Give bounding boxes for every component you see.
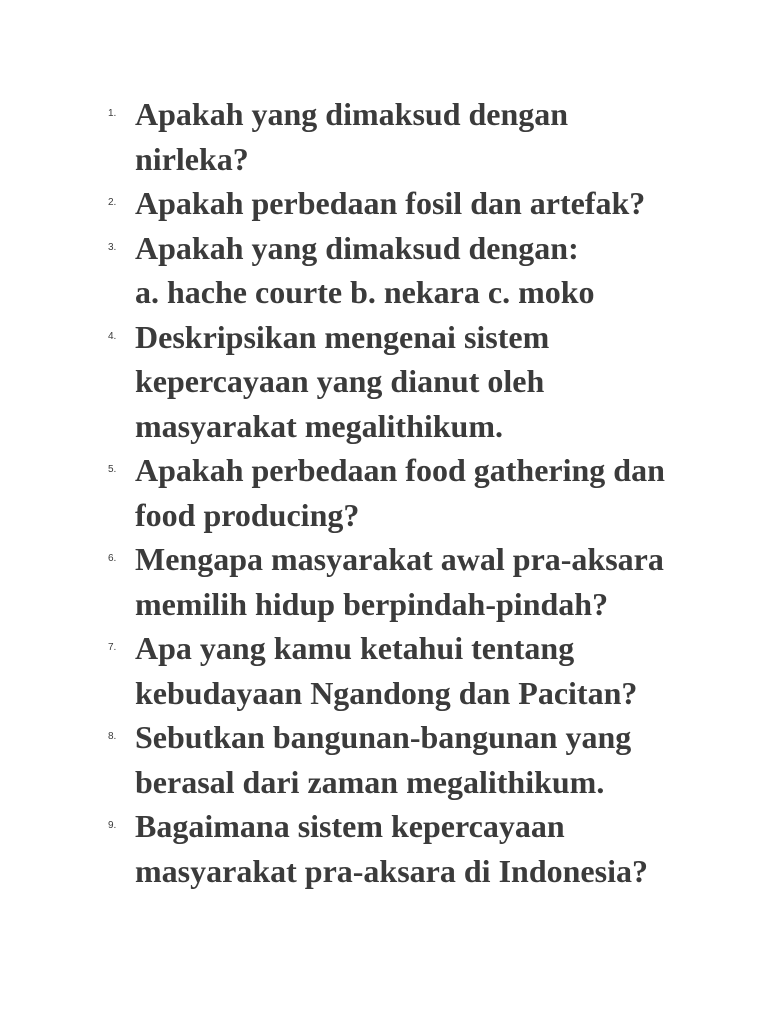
question-line: Apa yang kamu ketahui tentang: [135, 630, 575, 666]
question-line: a. hache courte b. nekara c. moko: [135, 274, 595, 310]
question-line: berasal dari zaman megalithikum.: [135, 763, 605, 800]
question-line: masyarakat megalithikum.: [135, 407, 503, 444]
question-line: Sebutkan bangunan-bangunan yang: [135, 719, 632, 755]
question-item: [108, 181, 708, 226]
question-list: [108, 92, 708, 893]
question-item: [108, 315, 708, 449]
question-text: [135, 626, 708, 715]
question-text: [135, 537, 708, 626]
question-line: memilih hidup berpindah-pindah?: [135, 585, 609, 622]
question-line: Apakah yang dimaksud dengan:: [135, 229, 579, 266]
question-line: Bagaimana sistem kepercayaan: [135, 808, 565, 844]
question-number: 4.: [108, 330, 117, 342]
question-item: [108, 226, 708, 315]
question-text: [135, 804, 708, 893]
question-line: masyarakat pra-aksara di Indonesia?: [135, 852, 648, 889]
question-item: [108, 715, 708, 804]
question-number: 3.: [108, 241, 117, 253]
question-number: 1.: [108, 108, 117, 119]
question-number: 9.: [108, 820, 117, 831]
question-line: nirleka?: [135, 140, 249, 177]
question-item: [108, 537, 708, 626]
question-line: Mengapa masyarakat awal pra-aksara: [135, 541, 664, 577]
question-text: [135, 181, 708, 226]
question-text: [135, 448, 708, 537]
question-line: Deskripsikan mengenai sistem: [135, 318, 550, 355]
question-item: [108, 448, 708, 537]
question-item: [108, 626, 708, 715]
question-number: 6.: [108, 553, 117, 564]
question-item: [108, 92, 708, 181]
question-text: [135, 315, 708, 449]
question-line: Apakah yang dimaksud dengan: [135, 96, 569, 132]
question-text: [135, 92, 708, 181]
question-number: 8.: [108, 731, 117, 742]
question-number: 2.: [108, 197, 117, 208]
question-text: [135, 226, 708, 315]
question-line: food producing?: [135, 496, 360, 533]
question-line: Apakah perbedaan food gathering dan: [135, 452, 665, 488]
question-item: [108, 804, 708, 893]
question-line: kebudayaan Ngandong dan Pacitan?: [135, 674, 638, 711]
question-number: 5.: [108, 464, 117, 475]
question-text: [135, 715, 708, 804]
question-line: Apakah perbedaan fosil dan artefak?: [135, 185, 646, 221]
question-line: kepercayaan yang dianut oleh: [135, 363, 545, 399]
question-number: 7.: [108, 642, 117, 653]
